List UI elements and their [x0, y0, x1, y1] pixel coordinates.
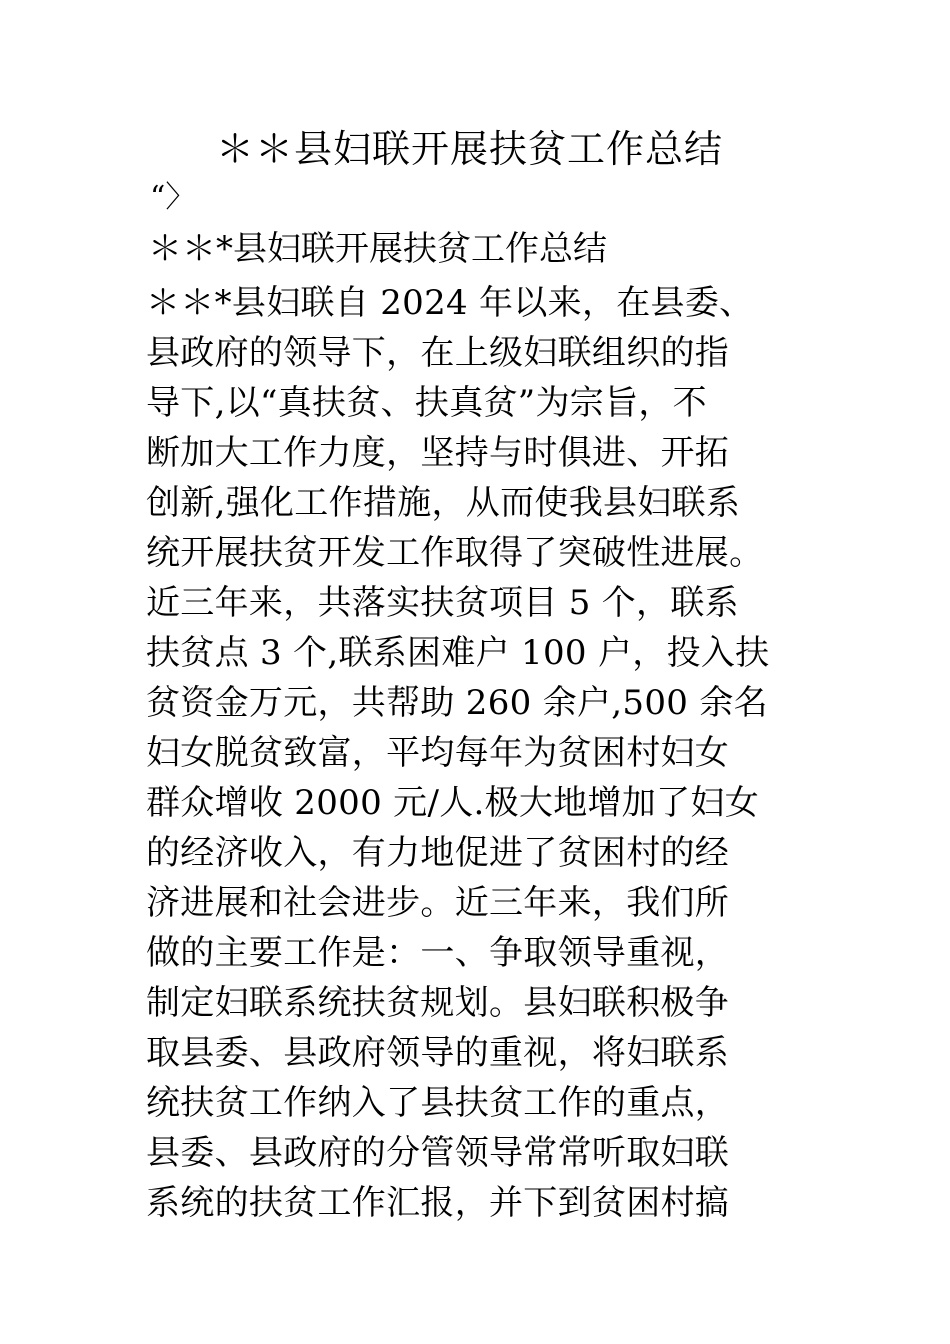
- body-line: 统开展扶贫开发工作取得了突破性进展。: [146, 533, 764, 573]
- body-line: 县委、县政府的分管领导常常听取妇联: [146, 1133, 730, 1173]
- document-title: ＊＊县妇联开展扶贫工作总结: [216, 127, 724, 171]
- document-subtitle: ＊＊*县妇联开展扶贫工作总结: [148, 229, 607, 269]
- body-line: 制定妇联系统扶贫规划。县妇联积极争: [146, 983, 730, 1023]
- body-line: 系统的扶贫工作汇报，并下到贫困村搞: [146, 1183, 730, 1223]
- stray-quote-mark: “〉: [150, 180, 196, 215]
- body-line: 做的主要工作是：一、争取领导重视，: [146, 933, 730, 973]
- body-text: [146, 278, 846, 1228]
- body-line: 贫资金万元，共帮助 260 余户,500 余名: [146, 683, 768, 723]
- body-line: 扶贫点 3 个,联系困难户 100 户，投入扶: [146, 633, 770, 673]
- body-line: 妇女脱贫致富，平均每年为贫困村妇女: [146, 733, 730, 773]
- body-line: 县政府的领导下，在上级妇联组织的指: [146, 333, 730, 373]
- body-line: 统扶贫工作纳入了县扶贫工作的重点，: [146, 1083, 730, 1123]
- body-line: 创新,强化工作措施，从而使我县妇联系: [146, 483, 741, 523]
- body-line: 取县委、县政府领导的重视，将妇联系: [146, 1033, 730, 1073]
- body-line: 济进展和社会进步。近三年来，我们所: [146, 883, 730, 923]
- body-line: ＊＊*县妇联自 2024 年以来，在县委、: [146, 283, 754, 323]
- body-line: 近三年来，共落实扶贫项目 5 个，联系: [146, 583, 739, 623]
- body-line: 导下,以“真扶贫、扶真贫”为宗旨，不: [146, 383, 707, 423]
- body-line: 的经济收入，有力地促进了贫困村的经: [146, 833, 730, 873]
- body-line: 群众增收 2000 元/人.极大地增加了妇女: [146, 783, 760, 823]
- body-line: 断加大工作力度，坚持与时俱进、开拓: [146, 433, 730, 473]
